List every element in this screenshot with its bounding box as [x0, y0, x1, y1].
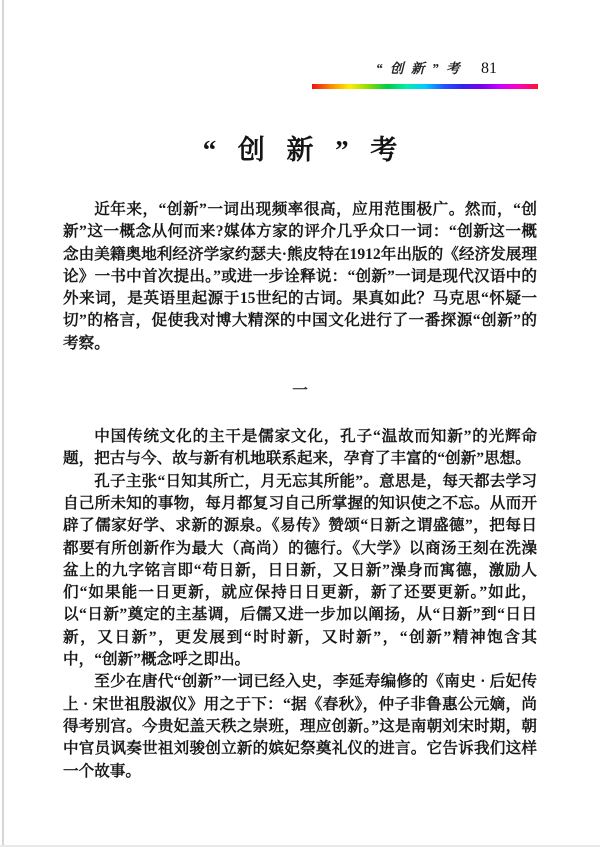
- paragraph-3: 孔子主张“日知其所亡，月无忘其所能”。意思是，每天都去学习自己所未知的事物，每月都复习自己所掌握的知识使之不忘。从而开辟了儒家好学、求新的源泉。《易传》赞颂“日新之谓盛德”，把每日都要有所创新作为最大（高尚）的德行。《大学》以商汤王刻在洗澡盆上的九字铭言即“苟日新，日日新，又日新”澡身而寓德，激励人们“如果能一日更新，就应保持日日更新，新了还要更新。”如此，以“日新”奠定的主基调，后儒又进一步加以阐扬，从“日新”到“日日新，又日新”，更发展到“时时新，又时新”，“创新”精神饱含其中，“创新”概念呼之即出。: [63, 472, 537, 669]
- article-body: [63, 199, 537, 783]
- section-divider: 一: [292, 382, 308, 400]
- running-title: “创新”考: [375, 61, 467, 76]
- page-header: [376, 57, 497, 78]
- paragraph-1: 近年来，“创新”一词出现频率很高，应用范围极广。然而，“创新”这一概念从何而来?媒体方家的评介几乎众口一词：“创新这一概念由美籍奥地利经济学家约瑟夫·熊皮特在1912年出版的《经济发展理论》一书中首次提出。”或进一步诠释说：“创新”一词是现代汉语中的外来词，是英语里起源于15世纪的古词。果真如此？马克思“怀疑一切”的格言，促使我对博大精深的中国文化进行了一番探源“创新”的考察。: [63, 201, 537, 352]
- paragraph-2: 中国传统文化的主干是儒家文化，孔子“温故而知新”的光辉命题，把古与今、故与新有机地联系起来，孕育了丰富的“创新”思想。: [63, 428, 537, 468]
- page-number: 81: [481, 60, 497, 77]
- rainbow-divider-bar: [312, 84, 538, 89]
- paragraph-4: 至少在唐代“创新”一词已经入史，李延寿编修的《南史 · 后妃传上 · 宋世祖殷淑仪》用之于下：“据《春秋》，仲子非鲁惠公元嫡，尚得考别宫。今贵妃盖天秩之崇班，理应创新。”这是南朝刘宋时期，朝中官员讽奏世祖刘骏创立新的嫔妃祭奠礼仪的进言。它告诉我们这样一个故事。: [63, 673, 537, 780]
- article-title: “创新”考: [202, 135, 419, 165]
